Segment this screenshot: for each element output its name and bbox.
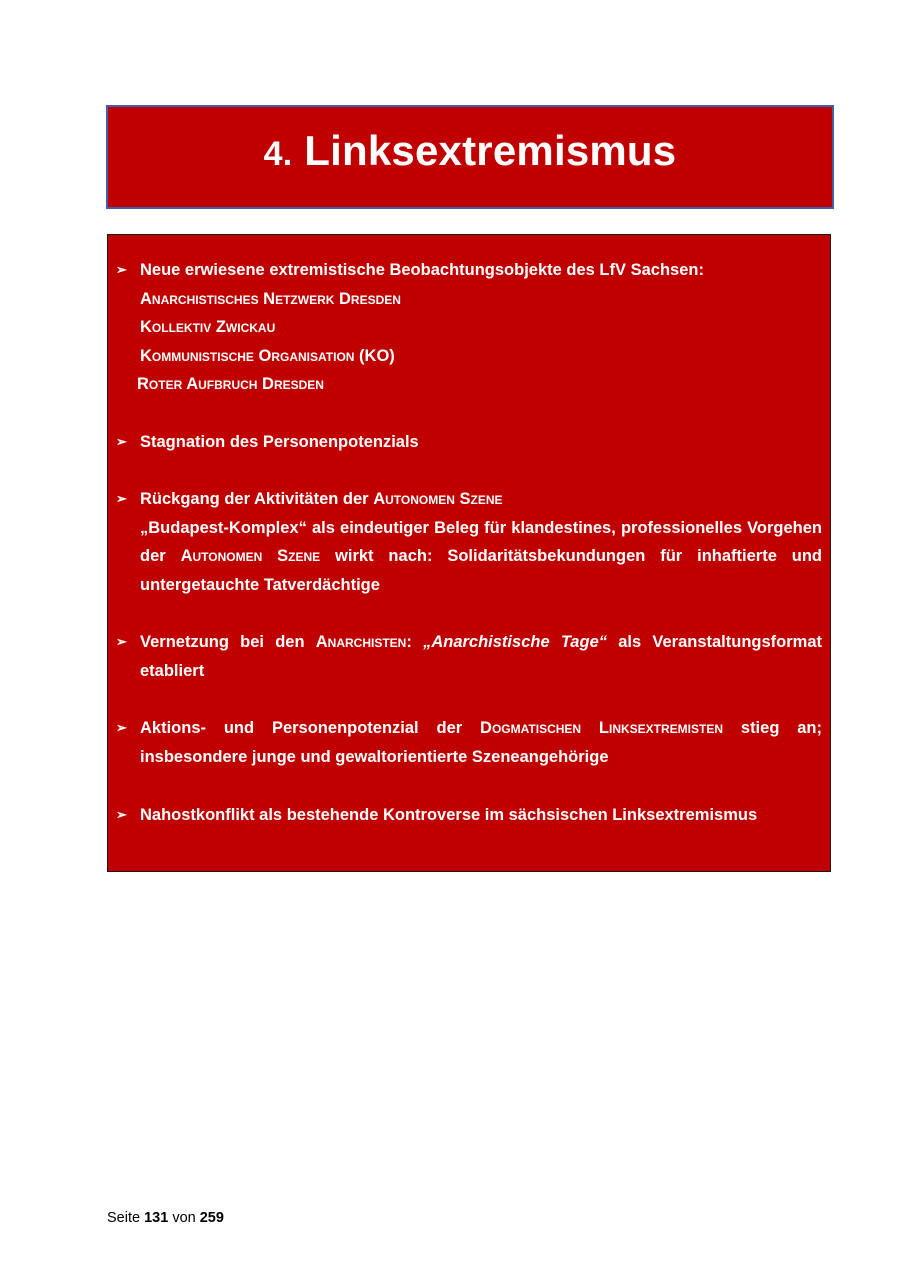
current-page: 131 [144, 1210, 169, 1226]
total-pages: 259 [199, 1210, 224, 1226]
observation-object: Kollektiv Zwickau [140, 318, 276, 337]
observation-object: Roter Aufbruch Dresden [137, 375, 324, 394]
arrow-bullet-icon: ➢ [116, 634, 127, 649]
bullet-anarchists [116, 628, 822, 685]
summary-box [107, 234, 831, 872]
bullet-autonomous-scene [116, 485, 822, 599]
bullet-dogmatic [116, 714, 822, 771]
bullet-text: Vernetzung bei den Anarchisten: „Anarchistische Tage“ als Veranstaltungsformat etabliert [140, 633, 822, 680]
bullet-new-objects [116, 256, 822, 399]
bullet-middle-east [116, 801, 822, 830]
arrow-bullet-icon: ➢ [116, 807, 127, 822]
bullet-stagnation [116, 428, 822, 457]
arrow-bullet-icon: ➢ [116, 434, 127, 449]
bullet-text: Aktions- und Personenpotenzial der Dogmatischen Linksextremisten stieg an; insbesondere junge und gewaltorientierte Szeneangehörige [140, 719, 823, 766]
chapter-title-box [106, 105, 834, 209]
arrow-bullet-icon: ➢ [116, 262, 127, 277]
observation-object: Anarchistisches Netzwerk Dresden [140, 289, 401, 308]
observation-object: Kommunistische Organisation (KO) [140, 346, 395, 365]
chapter-title [264, 127, 677, 175]
arrow-bullet-icon: ➢ [116, 491, 127, 506]
arrow-bullet-icon: ➢ [116, 720, 127, 735]
bullet-text: Nahostkonflikt als bestehende Kontroverse im sächsischen Linksextremismus [140, 806, 758, 824]
chapter-number: 4. [263, 135, 293, 173]
bullet-text: Neue erwiesene extremistische Beobachtungsobjekte des LfV Sachsen: [140, 261, 704, 279]
page-number-footer: Seite 131 von 259 [107, 1210, 224, 1226]
bullet-paragraph: „Budapest-Komplex“ als eindeutiger Beleg für klandestines, professionelles Vorgehen der Autonomen Szene wirkt nach: Solidaritätsbekundungen für inhaftierte und untergetauchte Tatverdächtige [140, 518, 822, 594]
bullet-text: Stagnation des Personenpotenzials [140, 433, 419, 451]
chapter-title-text: Linksextremismus [304, 127, 677, 174]
bullet-heading: Rückgang der Aktivitäten der Autonomen Szene [140, 490, 503, 508]
